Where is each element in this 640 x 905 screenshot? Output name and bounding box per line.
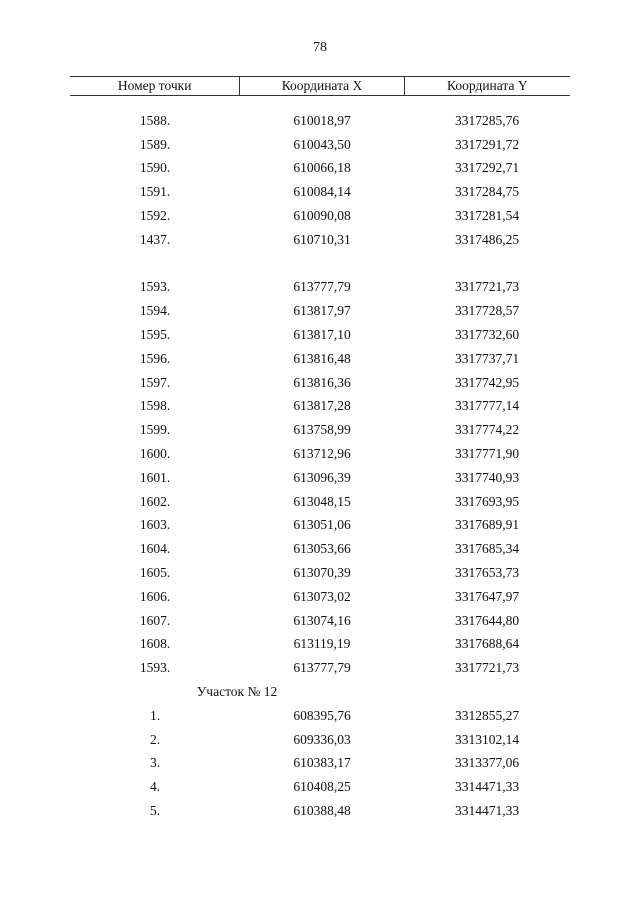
table-row xyxy=(70,371,570,395)
coordinate-y-cell: 3317777,14 xyxy=(454,398,520,414)
point-number-cell: 1593. xyxy=(139,660,171,676)
table-row xyxy=(70,633,570,657)
coordinate-x-cell: 613096,39 xyxy=(293,469,351,485)
point-number-cell: 1588. xyxy=(139,112,171,128)
table-row xyxy=(70,299,570,323)
point-number-cell: 1606. xyxy=(139,588,171,604)
point-number-cell: 1599. xyxy=(139,422,171,438)
coordinate-y-cell: 3317771,90 xyxy=(454,446,520,462)
table-row xyxy=(70,656,570,680)
coordinate-x-cell: 613817,10 xyxy=(293,327,351,343)
header-point-number: Номер точки xyxy=(70,77,240,95)
point-number-cell: 1594. xyxy=(139,303,171,319)
coordinate-x-cell: 613777,79 xyxy=(293,660,351,676)
table-row xyxy=(70,799,570,823)
point-number-cell: 1602. xyxy=(139,493,171,509)
coordinate-x-cell: 608395,76 xyxy=(293,707,351,723)
coordinate-y-cell: 3317732,60 xyxy=(454,327,520,343)
coordinate-y-cell: 3317644,80 xyxy=(454,612,520,628)
coordinate-x-cell: 613073,02 xyxy=(293,588,351,604)
coordinate-x-cell: 613053,66 xyxy=(293,541,351,557)
coordinate-x-cell: 610710,31 xyxy=(293,231,351,247)
table-row xyxy=(70,395,570,419)
coordinate-y-cell: 3317688,64 xyxy=(454,636,520,652)
coordinate-x-cell: 610388,48 xyxy=(293,803,351,818)
table-row xyxy=(70,704,570,728)
coordinate-y-cell: 3313102,14 xyxy=(454,731,520,747)
coordinate-x-cell: 613817,97 xyxy=(293,303,351,319)
table-row xyxy=(70,323,570,347)
table-row xyxy=(70,109,570,133)
page-number: 78 xyxy=(313,40,327,55)
coordinate-y-cell: 3317292,71 xyxy=(454,160,520,176)
coordinate-y-cell: 3317728,57 xyxy=(454,303,520,319)
point-number-cell: 1437. xyxy=(139,231,171,247)
coordinate-y-cell: 3317486,25 xyxy=(454,231,520,247)
coordinate-y-cell: 3314471,33 xyxy=(454,779,520,795)
coordinate-x-cell: 613070,39 xyxy=(293,565,351,581)
coordinate-x-cell: 613074,16 xyxy=(293,612,351,628)
header-coordinate-y: Координата Y xyxy=(447,78,528,93)
section-title: Участок № 12 xyxy=(196,684,278,700)
coordinate-y-cell: 3317653,73 xyxy=(454,565,520,581)
point-number-cell: 1592. xyxy=(139,208,171,224)
table-row xyxy=(70,514,570,538)
table-row xyxy=(70,609,570,633)
point-number-cell: 1591. xyxy=(139,184,171,200)
point-number-cell: 1600. xyxy=(139,446,171,462)
point-number-cell: 1607. xyxy=(139,612,171,628)
coordinate-y-cell: 3317721,73 xyxy=(454,279,520,295)
coordinate-x-cell: 613051,06 xyxy=(293,517,351,533)
coordinate-x-cell: 610383,17 xyxy=(293,755,351,771)
table-row xyxy=(70,180,570,204)
table-header xyxy=(70,76,570,96)
table-row xyxy=(70,418,570,442)
coordinate-x-cell: 610018,97 xyxy=(293,112,351,128)
table-row xyxy=(70,775,570,799)
block-spacer xyxy=(70,252,570,276)
coordinate-y-cell: 3317291,72 xyxy=(454,136,520,152)
coordinate-y-cell: 3317774,22 xyxy=(454,422,520,438)
coordinate-x-cell: 613777,79 xyxy=(293,279,351,295)
coordinate-y-cell: 3317693,95 xyxy=(454,493,520,509)
coordinate-x-cell: 613816,36 xyxy=(293,374,351,390)
coordinate-x-cell: 610408,25 xyxy=(293,779,351,795)
table-row xyxy=(70,752,570,776)
coordinate-y-cell: 3317685,34 xyxy=(454,541,520,557)
coordinate-x-cell: 613817,28 xyxy=(293,398,351,414)
coordinate-x-cell: 613816,48 xyxy=(293,350,351,366)
coordinate-x-cell: 610084,14 xyxy=(293,184,351,200)
coordinate-y-cell: 3312855,27 xyxy=(454,707,520,723)
point-number-cell: 1596. xyxy=(139,350,171,366)
coordinate-y-cell: 3317721,73 xyxy=(454,660,520,676)
table-row xyxy=(70,157,570,181)
coordinate-x-cell: 610066,18 xyxy=(293,160,351,176)
coordinate-y-cell: 3317689,91 xyxy=(454,517,520,533)
table-row xyxy=(70,204,570,228)
table-row xyxy=(70,133,570,157)
point-number-cell: 1601. xyxy=(139,469,171,485)
coordinate-y-cell: 3317740,93 xyxy=(454,469,520,485)
point-number-cell: 1593. xyxy=(139,279,171,295)
point-number-cell: 1598. xyxy=(139,398,171,414)
table-row xyxy=(70,490,570,514)
table-row xyxy=(70,537,570,561)
coordinate-y-cell: 3317285,76 xyxy=(454,112,520,128)
coordinate-y-cell: 3313377,06 xyxy=(454,755,520,771)
table-row xyxy=(70,442,570,466)
table-row xyxy=(70,228,570,252)
coordinate-x-cell: 613758,99 xyxy=(293,422,351,438)
coordinate-y-cell: 3314471,33 xyxy=(454,803,520,818)
table-row xyxy=(70,466,570,490)
point-number-cell: 3. xyxy=(149,755,161,771)
coordinate-y-cell: 3317737,71 xyxy=(454,350,520,366)
table-row xyxy=(70,585,570,609)
coordinate-y-cell: 3317742,95 xyxy=(454,374,520,390)
point-number-cell: 2. xyxy=(149,731,161,747)
header-coordinate-x: Координата X xyxy=(240,77,404,95)
point-number-cell: 1595. xyxy=(139,327,171,343)
point-number-cell: 4. xyxy=(149,779,161,795)
point-number-cell: 1605. xyxy=(139,565,171,581)
coordinate-x-cell: 613119,19 xyxy=(293,636,351,652)
point-number-cell: 1603. xyxy=(139,517,171,533)
point-number-cell: 1. xyxy=(149,707,161,723)
point-number-cell: 1589. xyxy=(139,136,171,152)
table-row xyxy=(70,728,570,752)
coordinate-x-cell: 613712,96 xyxy=(293,446,351,462)
point-number-cell: 5. xyxy=(149,803,161,818)
coordinate-table-body xyxy=(70,109,570,823)
coordinate-y-cell: 3317647,97 xyxy=(454,588,520,604)
table-row xyxy=(70,347,570,371)
point-number-cell: 1590. xyxy=(139,160,171,176)
coordinate-x-cell: 610090,08 xyxy=(293,208,351,224)
coordinate-x-cell: 613048,15 xyxy=(293,493,351,509)
table-row xyxy=(70,276,570,300)
point-number-cell: 1608. xyxy=(139,636,171,652)
table-row xyxy=(70,561,570,585)
point-number-cell: 1604. xyxy=(139,541,171,557)
point-number-cell: 1597. xyxy=(139,374,171,390)
coordinate-x-cell: 609336,03 xyxy=(293,731,351,747)
coordinate-x-cell: 610043,50 xyxy=(293,136,351,152)
coordinate-y-cell: 3317281,54 xyxy=(454,208,520,224)
coordinate-y-cell: 3317284,75 xyxy=(454,184,520,200)
